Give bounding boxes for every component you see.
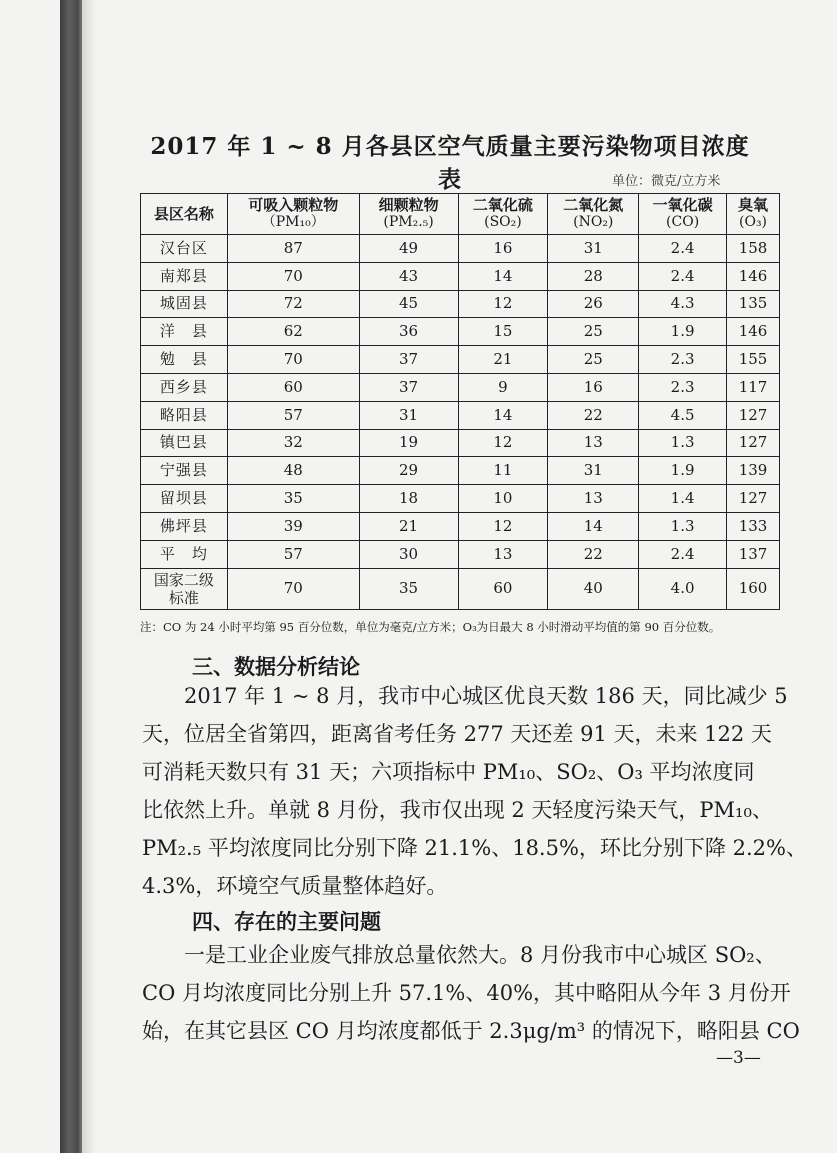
table-cell: 10	[458, 485, 548, 513]
table-row	[141, 540, 780, 568]
standard-name: 国家二级 标准	[141, 568, 228, 609]
table-cell: 1.4	[639, 485, 727, 513]
section-heading-conclusions: 三、数据分析结论	[192, 655, 360, 679]
standard-row	[141, 568, 780, 609]
problems-paragraph	[142, 936, 800, 1050]
table-cell: 21	[359, 512, 458, 540]
table-cell: 135	[727, 290, 780, 318]
table-cell: 146	[727, 318, 780, 346]
table-cell: 137	[727, 540, 780, 568]
table-row	[141, 346, 780, 374]
paragraph-line: 一是工业企业废气排放总量依然大。8 月份我市中心城区 SO₂、	[184, 943, 776, 967]
table-cell: 146	[727, 262, 780, 290]
header-pm10: 可吸入颗粒物 （PM₁₀）	[227, 194, 359, 235]
binding-shadow	[82, 0, 96, 1153]
table-cell: 57	[227, 401, 359, 429]
table-cell: 31	[359, 401, 458, 429]
table-note: 注：CO 为 24 小时平均第 95 百分位数，单位为毫克/立方米；O₃为日最大 8 小时滑动平均值的第 90 百分位数。	[140, 620, 721, 634]
table-cell: 155	[727, 346, 780, 374]
table-cell: 133	[727, 512, 780, 540]
county-name: 洋 县	[141, 318, 228, 346]
table-cell: 40	[548, 568, 639, 609]
table-row	[141, 401, 780, 429]
paragraph-line: CO 月均浓度同比分别上升 57.1%、40%，其中略阳从今年 3 月份开	[142, 981, 791, 1005]
table-cell: 60	[458, 568, 548, 609]
binding-strip	[60, 0, 82, 1153]
table-cell: 60	[227, 373, 359, 401]
conclusion-paragraph	[142, 677, 807, 905]
table-cell: 16	[458, 235, 548, 263]
table-cell: 30	[359, 540, 458, 568]
table-cell: 158	[727, 235, 780, 263]
table-row	[141, 457, 780, 485]
table-cell: 4.5	[639, 401, 727, 429]
table-cell: 22	[548, 401, 639, 429]
table-cell: 36	[359, 318, 458, 346]
county-name: 平 均	[141, 540, 228, 568]
table-cell: 35	[359, 568, 458, 609]
county-name: 汉台区	[141, 235, 228, 263]
table-cell: 28	[548, 262, 639, 290]
table-cell: 31	[548, 457, 639, 485]
table-cell: 1.9	[639, 457, 727, 485]
table-cell: 22	[548, 540, 639, 568]
table-cell: 29	[359, 457, 458, 485]
table-cell: 19	[359, 429, 458, 457]
table-cell: 1.3	[639, 429, 727, 457]
county-name: 佛坪县	[141, 512, 228, 540]
paragraph-line: PM₂.₅ 平均浓度同比分别下降 21.1%、18.5%，环比分别下降 2.2%、	[142, 836, 807, 860]
table-cell: 87	[227, 235, 359, 263]
table-cell: 2.4	[639, 540, 727, 568]
table-cell: 12	[458, 512, 548, 540]
paragraph-line: 4.3%，环境空气质量整体趋好。	[142, 874, 448, 898]
paragraph-line: 始，在其它县区 CO 月均浓度都低于 2.3μg/m³ 的情况下，略阳县 CO	[142, 1019, 800, 1043]
table-cell: 45	[359, 290, 458, 318]
table-cell: 127	[727, 485, 780, 513]
table-cell: 12	[458, 429, 548, 457]
table-cell: 15	[458, 318, 548, 346]
county-name: 镇巴县	[141, 429, 228, 457]
table-cell: 11	[458, 457, 548, 485]
county-name: 城固县	[141, 290, 228, 318]
table-cell: 1.9	[639, 318, 727, 346]
table-cell: 13	[548, 485, 639, 513]
header-county: 县区名称	[141, 194, 228, 235]
table-cell: 70	[227, 346, 359, 374]
table-cell: 70	[227, 568, 359, 609]
table-row	[141, 262, 780, 290]
table-cell: 25	[548, 346, 639, 374]
unit-label: 单位：微克/立方米	[612, 174, 721, 189]
table-cell: 2.4	[639, 235, 727, 263]
header-co: 一氧化碳 (CO)	[639, 194, 727, 235]
table-cell: 25	[548, 318, 639, 346]
county-name: 西乡县	[141, 373, 228, 401]
table-cell: 4.3	[639, 290, 727, 318]
county-name: 勉 县	[141, 346, 228, 374]
table-cell: 117	[727, 373, 780, 401]
table-cell: 48	[227, 457, 359, 485]
table-cell: 26	[548, 290, 639, 318]
table-row	[141, 512, 780, 540]
header-no2: 二氧化氮 (NO₂)	[548, 194, 639, 235]
table-cell: 21	[458, 346, 548, 374]
table-cell: 49	[359, 235, 458, 263]
paragraph-line: 比依然上升。单就 8 月份，我市仅出现 2 天轻度污染天气，PM₁₀、	[142, 798, 773, 822]
page-number: —3—	[716, 1048, 761, 1068]
table-cell: 35	[227, 485, 359, 513]
county-name: 留坝县	[141, 485, 228, 513]
table-header-row	[141, 194, 780, 235]
table-cell: 18	[359, 485, 458, 513]
table-cell: 2.3	[639, 373, 727, 401]
paragraph-line: 2017 年 1 ~ 8 月，我市中心城区优良天数 186 天，同比减少 5	[184, 684, 788, 708]
table-cell: 127	[727, 401, 780, 429]
table-cell: 32	[227, 429, 359, 457]
table-cell: 31	[548, 235, 639, 263]
table-cell: 16	[548, 373, 639, 401]
table-cell: 160	[727, 568, 780, 609]
table-cell: 72	[227, 290, 359, 318]
table-cell: 39	[227, 512, 359, 540]
table-cell: 1.3	[639, 512, 727, 540]
table-row	[141, 290, 780, 318]
table-cell: 37	[359, 373, 458, 401]
pollutant-table	[140, 193, 780, 610]
table-cell: 14	[458, 262, 548, 290]
table-cell: 127	[727, 429, 780, 457]
table-cell: 2.3	[639, 346, 727, 374]
table-cell: 14	[458, 401, 548, 429]
table-cell: 57	[227, 540, 359, 568]
table-cell: 62	[227, 318, 359, 346]
table-cell: 13	[458, 540, 548, 568]
table-cell: 2.4	[639, 262, 727, 290]
table-cell: 14	[548, 512, 639, 540]
header-pm25: 细颗粒物 (PM₂.₅)	[359, 194, 458, 235]
section-heading-problems: 四、存在的主要问题	[192, 910, 381, 934]
table-row	[141, 429, 780, 457]
table-cell: 12	[458, 290, 548, 318]
paragraph-line: 天，位居全省第四，距离省考任务 277 天还差 91 天，未来 122 天	[142, 722, 772, 746]
paragraph-line: 可消耗天数只有 31 天；六项指标中 PM₁₀、SO₂、O₃ 平均浓度同	[142, 760, 755, 784]
header-o3: 臭氧 (O₃)	[727, 194, 780, 235]
table-cell: 139	[727, 457, 780, 485]
table-cell: 43	[359, 262, 458, 290]
table-cell: 4.0	[639, 568, 727, 609]
table-row	[141, 485, 780, 513]
county-name: 南郑县	[141, 262, 228, 290]
county-name: 略阳县	[141, 401, 228, 429]
table-cell: 37	[359, 346, 458, 374]
table-cell: 70	[227, 262, 359, 290]
table-row	[141, 235, 780, 263]
table-cell: 9	[458, 373, 548, 401]
table-row	[141, 318, 780, 346]
header-so2: 二氧化硫 (SO₂)	[458, 194, 548, 235]
table-row	[141, 373, 780, 401]
county-name: 宁强县	[141, 457, 228, 485]
table-cell: 13	[548, 429, 639, 457]
table-title: 2017 年 1 ~ 8 月各县区空气质量主要污染物项目浓度表	[150, 133, 750, 193]
